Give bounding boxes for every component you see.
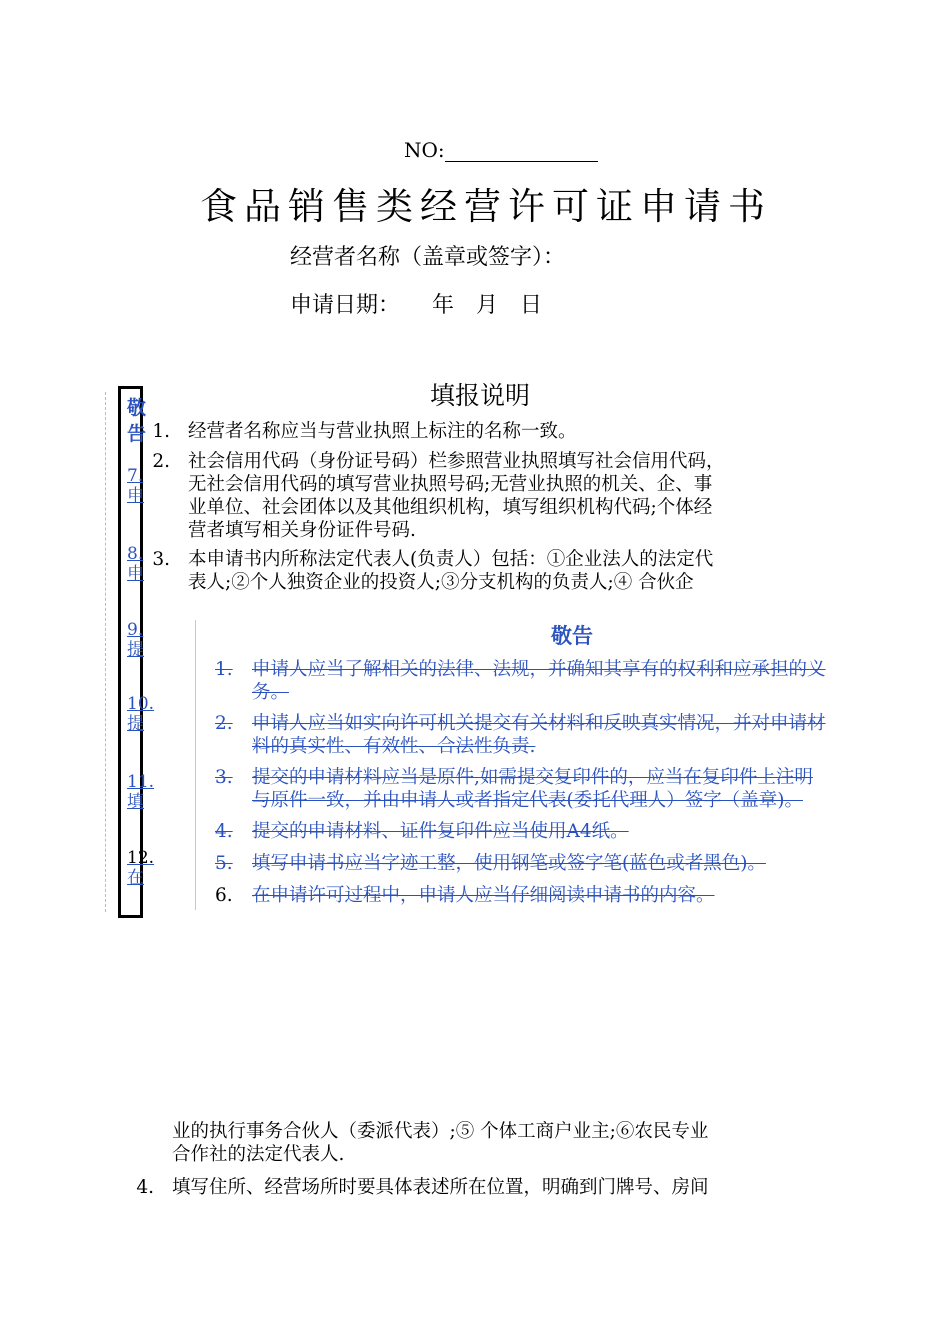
notice-item-number: 5. [215, 853, 233, 874]
margin-marker-7 [127, 466, 144, 506]
document-number-label: NO: [404, 138, 445, 162]
instruction-item-1 [152, 420, 577, 443]
document-number [404, 138, 598, 162]
notice-item-number: 2. [215, 713, 233, 734]
margin-marker-notice-char-2: 告 [127, 423, 147, 445]
margin-marker-10 [127, 694, 154, 734]
margin-marker-number: 7. [127, 466, 144, 486]
notice-line: 提交的申请材料应当是原件,如需提交复印件的，应当在复印件上注明 [252, 767, 813, 788]
margin-marker-notice-char-1: 敬 [127, 397, 147, 419]
operator-name-label: 经营者名称（盖章或签字）： [290, 245, 566, 270]
instruction-item-number: 3. [152, 549, 170, 570]
instruction-line: 业单位、社会团体以及其他组织机构，填写组织机构代码;个体经 [188, 497, 713, 518]
instruction-line: 经营者名称应当与营业执照上标注的名称一致。 [188, 421, 577, 442]
date-month-label: 月 [476, 293, 499, 318]
margin-marker-char: 申 [127, 486, 144, 506]
instruction-line: 合作社的法定代表人. [172, 1144, 345, 1165]
instruction-line: 表人;②个人独资企业的投资人;③分支机构的负责人;④ 合伙企 [188, 572, 694, 593]
instruction-item-number: 1. [152, 421, 170, 442]
margin-marker-number: 11. [127, 772, 155, 792]
notice-line: 填写申请书应当字迹工整，使用钢笔或签字笔(蓝色或者黑色)。 [252, 853, 766, 874]
margin-marker-12 [127, 848, 154, 888]
notice-title: 敬告 [551, 624, 593, 648]
page-title: 食品销售类经营许可证申请书 [200, 185, 772, 228]
margin-marker-number: 8. [127, 544, 144, 564]
notice-item-number: 3. [215, 767, 233, 788]
notice-item-number: 1. [215, 659, 233, 680]
margin-marker-char: 在 [127, 868, 144, 888]
margin-guide-line [105, 392, 106, 912]
margin-marker-9 [127, 620, 144, 660]
date-day-label: 日 [520, 293, 543, 318]
margin-marker-char: 提 [127, 640, 144, 660]
instruction-line: 业的执行事务合伙人（委派代表）;⑤ 个体工商户业主;⑥农民专业 [172, 1121, 709, 1142]
date-year-label: 年 [432, 293, 455, 318]
margin-marker-char: 申 [127, 564, 144, 584]
notice-item-number: 6. [215, 885, 233, 906]
instruction-line: 本申请书内所称法定代表人(负责人）包括：①企业法人的法定代 [188, 549, 714, 570]
instruction-line: 社会信用代码（身份证号码）栏参照营业执照填写社会信用代码， [188, 451, 725, 472]
instruction-item-number: 4. [136, 1177, 154, 1198]
instruction-item-3-continued [172, 1120, 708, 1166]
margin-marker-number: 9. [127, 620, 144, 640]
instruction-item-4 [136, 1176, 709, 1199]
margin-marker-char: 提 [127, 714, 144, 734]
apply-date [290, 288, 564, 319]
instruction-item-2 [152, 450, 725, 542]
notice-line: 料的真实性、有效性、合法性负责. [252, 736, 536, 757]
margin-marker-number: 10. [127, 694, 155, 714]
margin-marker-8 [127, 544, 144, 584]
document-number-field[interactable] [445, 139, 598, 162]
instruction-line: 营者填写相关身份证件号码. [188, 520, 416, 541]
notice-line: 务。 [252, 682, 290, 703]
instruction-line: 填写住所、经营场所时要具体表述所在位置，明确到门牌号、房间 [172, 1177, 709, 1198]
notice-change-bar [195, 620, 196, 910]
instruction-item-number: 2. [152, 451, 170, 472]
instructions-title: 填报说明 [430, 381, 531, 410]
instruction-item-3 [152, 548, 714, 594]
notice-line: 申请人应当如实向许可机关提交有关材料和反映真实情况，并对申请材 [252, 713, 826, 734]
apply-date-label: 申请日期： [290, 293, 401, 318]
margin-marker-11 [127, 772, 154, 812]
notice-item-number: 4. [215, 821, 233, 842]
margin-marker-char: 填 [127, 792, 144, 812]
notice-line: 与原件一致，并由申请人或者指定代表(委托代理人）签字（盖章)。 [252, 790, 803, 811]
notice-line: 提交的申请材料、证件复印件应当使用A4纸。 [252, 821, 629, 842]
notice-line: 申请人应当了解相关的法律、法规，并确知其享有的权利和应承担的义 [252, 659, 826, 680]
margin-marker-number: 12. [127, 848, 155, 868]
instruction-line: 无社会信用代码的填写营业执照号码;无营业执照的机关、企、事 [188, 474, 713, 495]
notice-line: 在申请许可过程中，申请人应当仔细阅读申请书的内容。 [252, 885, 715, 906]
